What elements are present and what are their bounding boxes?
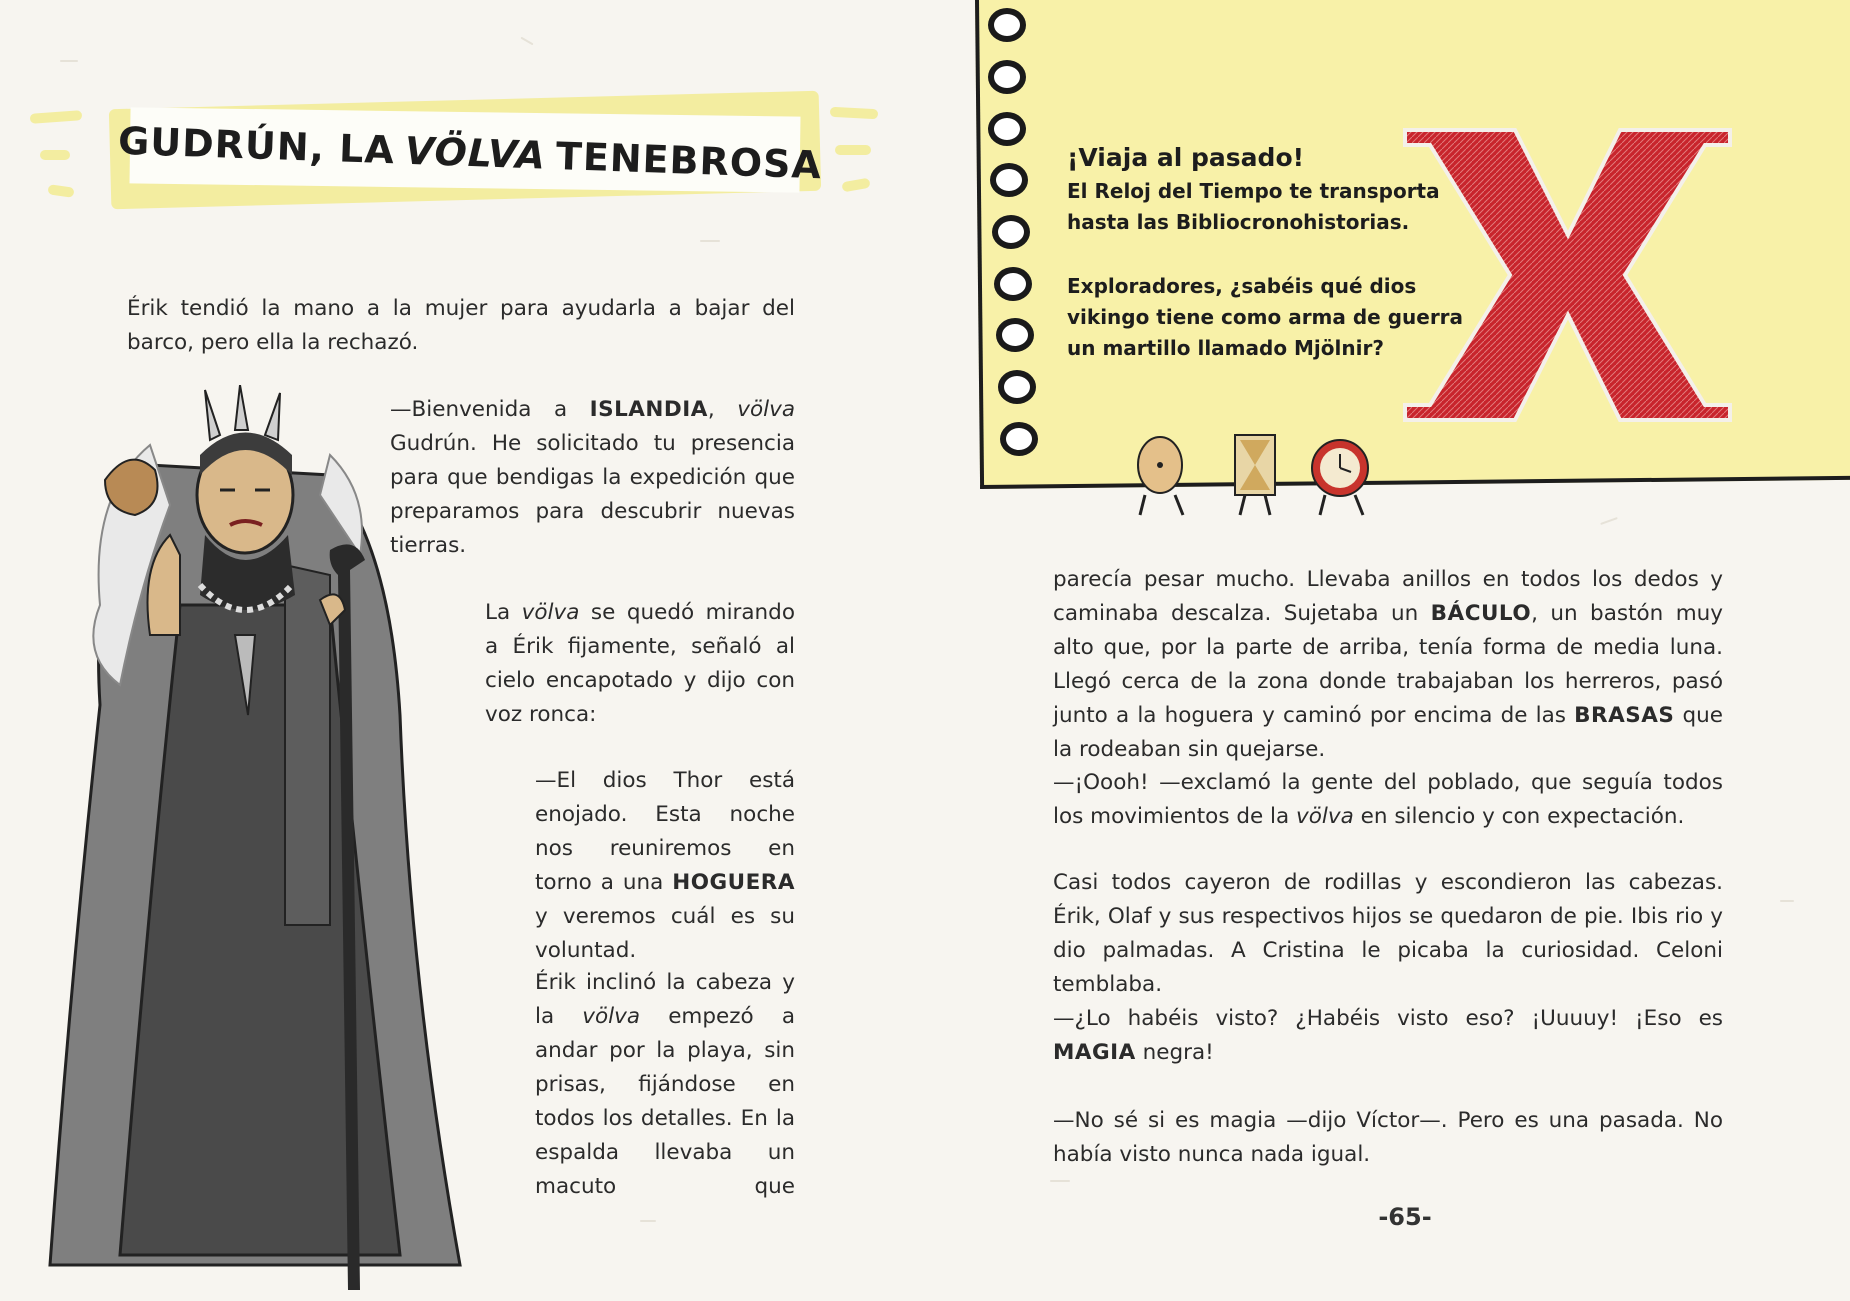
paragraph: La völva se quedó mirando a Érik fijamente, señaló al cielo encapotado y dijo con voz ronca:	[485, 600, 795, 727]
info-box-question: Exploradores, ¿sabéis qué dios vikingo tiene como arma de guerra un martillo llamado Mjölnir?	[1067, 274, 1464, 360]
paragraph: —El dios Thor está enojado. Esta noche nos reuniremos en torno a una HOGUERA y veremos cuál es su voluntad.	[535, 768, 795, 963]
paragraph: —Bienvenida a ISLANDIA, völva Gudrún. He solicitado tu presencia para que bendigas la expedición que preparamos para descubrir nuevas tierras.	[390, 397, 795, 558]
paragraph: —¿Lo habéis visto? ¿Habéis visto eso? ¡Uuuuy! ¡Eso es MAGIA negra!	[1053, 1006, 1723, 1065]
volva-illustration	[30, 385, 510, 1290]
paragraph: —No sé si es magia —dijo Víctor—. Pero es una pasada. No había visto nunca nada igual.	[1053, 1108, 1723, 1167]
paragraph: Érik tendió la mano a la mujer para ayudarla a bajar del barco, pero ella la rechazó.	[127, 296, 795, 355]
title-banner	[30, 90, 890, 220]
paragraph: parecía pesar mucho. Llevaba anillos en todos los dedos y caminaba descalza. Sujetaba un BÁCULO, un bastón muy alto que, por la parte de arriba, tenía forma de media luna. Llegó cerca de la zona donde trabajaban los herreros, pasó junto a la hoguera y caminó por encima de las BRASAS que la rodeaban sin quejarse.	[1053, 567, 1723, 762]
paragraph: Casi todos cayeron de rodillas y escondieron las cabezas. Érik, Olaf y sus respectivos hijos se quedaron de pie. Ibis rio y dio palmadas. A Cristina le picaba la curiosidad. Celoni temblaba.	[1053, 870, 1723, 997]
paragraph: —¡Oooh! —exclamó la gente del poblado, que seguía todos los movimientos de la völva en silencio y con expectación.	[1053, 770, 1723, 829]
page-title: GUDRÚN, LA VÖLVA TENEBROSA	[117, 118, 823, 188]
info-box-heading: ¡Viaja al pasado!	[1067, 143, 1305, 172]
red-x-graphic	[1400, 125, 1735, 425]
clock-characters-illustration	[1125, 420, 1395, 520]
page-number: -65-	[1378, 1203, 1432, 1231]
paragraph: Érik inclinó la cabeza y la völva empezó a andar por la playa, sin prisas, fijándose en todos los detalles. En la espalda llevaba un macuto que	[535, 970, 795, 1199]
info-box-text: El Reloj del Tiempo te transporta hasta las Bibliocronohistorias.	[1067, 179, 1440, 234]
